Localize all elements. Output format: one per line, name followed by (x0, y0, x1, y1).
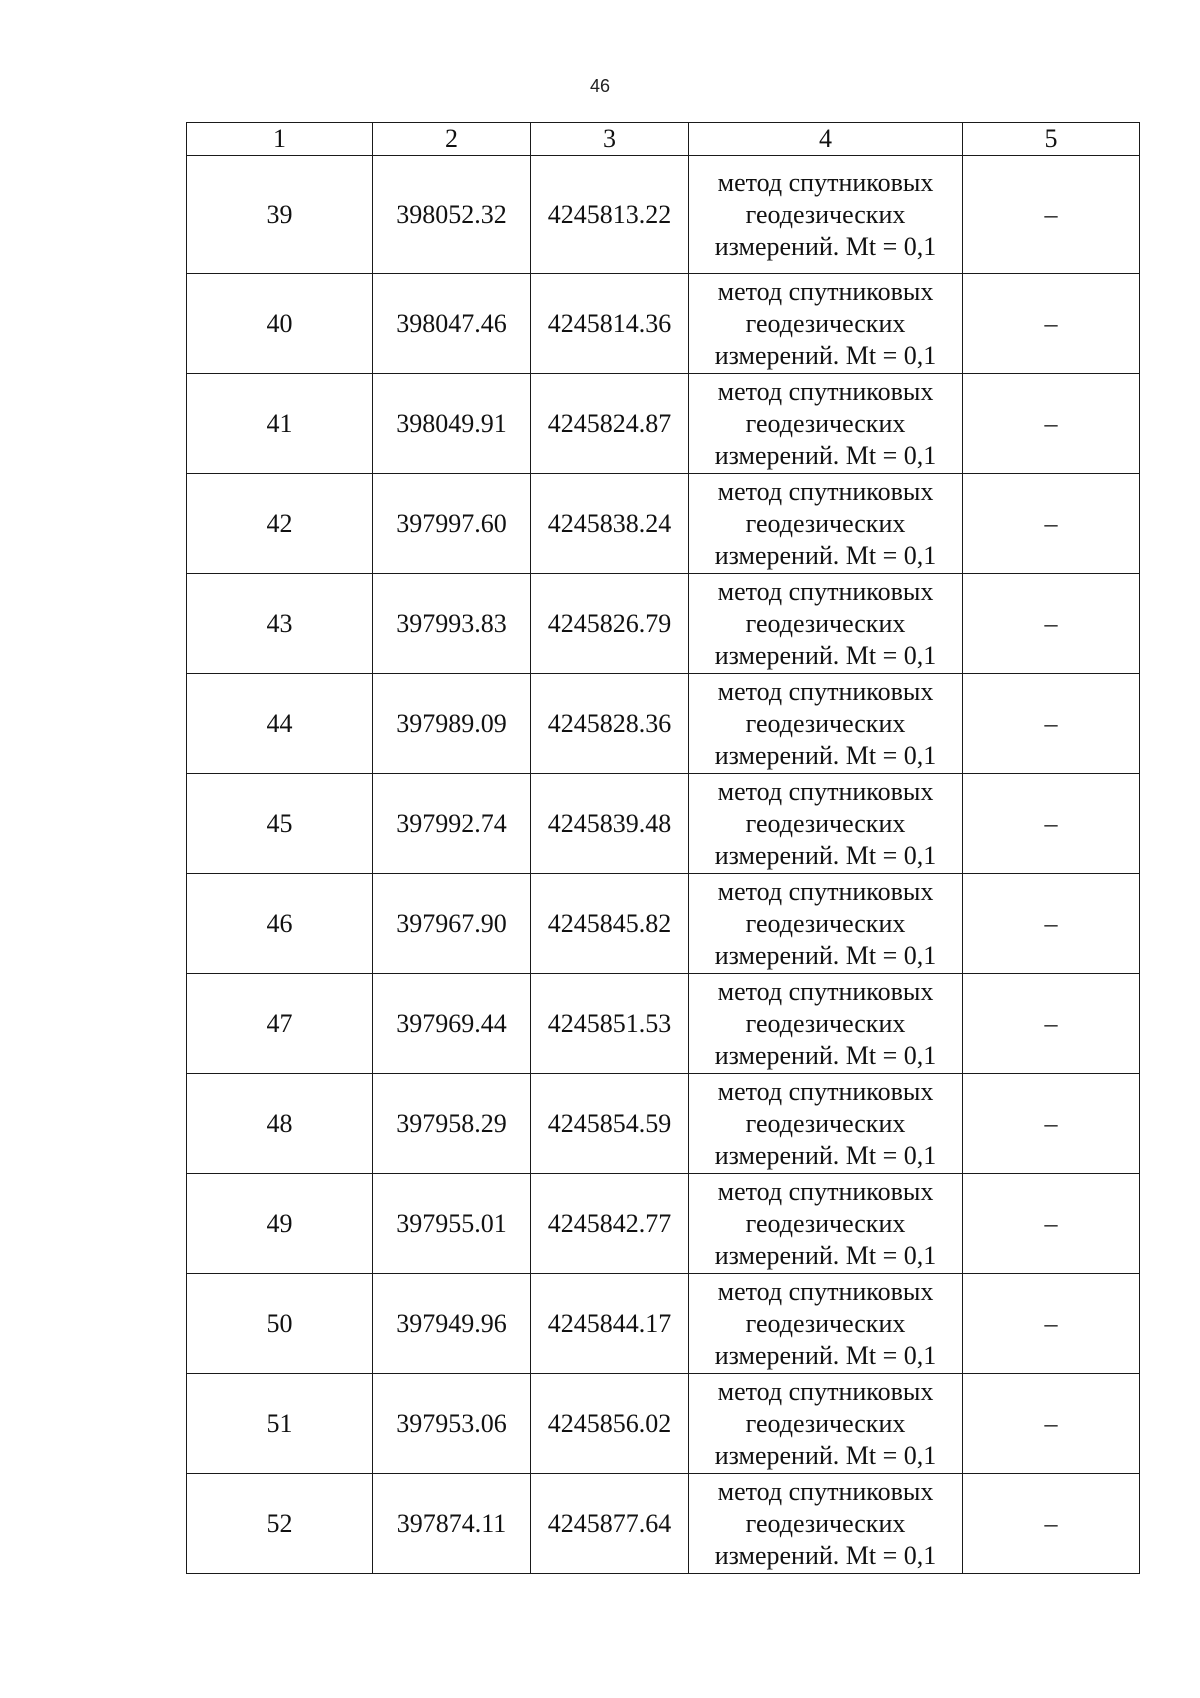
table-row (187, 874, 1140, 974)
table-row (187, 774, 1140, 874)
table-row (187, 574, 1140, 674)
method-cell: метод спутниковых геодезических измерений. Mt = 0,1 (689, 274, 963, 374)
y-coordinate-cell: 4245851.53 (531, 974, 689, 1074)
x-coordinate-cell: 397969.44 (373, 974, 531, 1074)
table-row (187, 1274, 1140, 1374)
y-coordinate-cell: 4245877.64 (531, 1474, 689, 1574)
method-cell: метод спутниковых геодезических измерений. Mt = 0,1 (689, 874, 963, 974)
x-coordinate-cell: 397967.90 (373, 874, 531, 974)
y-coordinate-cell: 4245814.36 (531, 274, 689, 374)
note-cell: – (963, 774, 1140, 874)
x-coordinate-cell: 397949.96 (373, 1274, 531, 1374)
point-number-cell: 44 (187, 674, 373, 774)
y-coordinate-cell: 4245844.17 (531, 1274, 689, 1374)
table-row (187, 274, 1140, 374)
method-cell: метод спутниковых геодезических измерений. Mt = 0,1 (689, 1374, 963, 1474)
point-number-cell: 48 (187, 1074, 373, 1174)
point-number-cell: 41 (187, 374, 373, 474)
y-coordinate-cell: 4245838.24 (531, 474, 689, 574)
column-header: 2 (373, 123, 531, 156)
point-number-cell: 43 (187, 574, 373, 674)
method-cell: метод спутниковых геодезических измерений. Mt = 0,1 (689, 1074, 963, 1174)
table-row (187, 1074, 1140, 1174)
note-cell: – (963, 974, 1140, 1074)
point-number-cell: 50 (187, 1274, 373, 1374)
method-cell: метод спутниковых геодезических измерений. Mt = 0,1 (689, 374, 963, 474)
x-coordinate-cell: 398052.32 (373, 156, 531, 274)
y-coordinate-cell: 4245839.48 (531, 774, 689, 874)
point-number-cell: 39 (187, 156, 373, 274)
method-cell: метод спутниковых геодезических измерений. Mt = 0,1 (689, 1474, 963, 1574)
column-header: 1 (187, 123, 373, 156)
note-cell: – (963, 156, 1140, 274)
point-number-cell: 51 (187, 1374, 373, 1474)
y-coordinate-cell: 4245845.82 (531, 874, 689, 974)
x-coordinate-cell: 397992.74 (373, 774, 531, 874)
point-number-cell: 47 (187, 974, 373, 1074)
y-coordinate-cell: 4245824.87 (531, 374, 689, 474)
y-coordinate-cell: 4245854.59 (531, 1074, 689, 1174)
column-header: 3 (531, 123, 689, 156)
table-row (187, 974, 1140, 1074)
note-cell: – (963, 1374, 1140, 1474)
point-number-cell: 45 (187, 774, 373, 874)
y-coordinate-cell: 4245826.79 (531, 574, 689, 674)
table-header-row (187, 123, 1140, 156)
x-coordinate-cell: 397953.06 (373, 1374, 531, 1474)
x-coordinate-cell: 397958.29 (373, 1074, 531, 1174)
table-row (187, 1374, 1140, 1474)
x-coordinate-cell: 398049.91 (373, 374, 531, 474)
method-cell: метод спутниковых геодезических измерений. Mt = 0,1 (689, 574, 963, 674)
y-coordinate-cell: 4245856.02 (531, 1374, 689, 1474)
note-cell: – (963, 1174, 1140, 1274)
point-number-cell: 42 (187, 474, 373, 574)
note-cell: – (963, 874, 1140, 974)
point-number-cell: 40 (187, 274, 373, 374)
method-cell: метод спутниковых геодезических измерений. Mt = 0,1 (689, 1174, 963, 1274)
x-coordinate-cell: 398047.46 (373, 274, 531, 374)
table-row (187, 474, 1140, 574)
point-number-cell: 49 (187, 1174, 373, 1274)
column-header: 4 (689, 123, 963, 156)
y-coordinate-cell: 4245842.77 (531, 1174, 689, 1274)
note-cell: – (963, 1274, 1140, 1374)
x-coordinate-cell: 397993.83 (373, 574, 531, 674)
point-number-cell: 52 (187, 1474, 373, 1574)
note-cell: – (963, 474, 1140, 574)
table-row (187, 1474, 1140, 1574)
note-cell: – (963, 674, 1140, 774)
method-cell: метод спутниковых геодезических измерений. Mt = 0,1 (689, 474, 963, 574)
method-cell: метод спутниковых геодезических измерений. Mt = 0,1 (689, 774, 963, 874)
method-cell: метод спутниковых геодезических измерений. Mt = 0,1 (689, 674, 963, 774)
x-coordinate-cell: 397955.01 (373, 1174, 531, 1274)
table-row (187, 374, 1140, 474)
note-cell: – (963, 574, 1140, 674)
x-coordinate-cell: 397874.11 (373, 1474, 531, 1574)
point-number-cell: 46 (187, 874, 373, 974)
x-coordinate-cell: 397989.09 (373, 674, 531, 774)
note-cell: – (963, 374, 1140, 474)
coordinates-table (186, 122, 1140, 1574)
method-cell: метод спутниковых геодезических измерений. Mt = 0,1 (689, 1274, 963, 1374)
y-coordinate-cell: 4245828.36 (531, 674, 689, 774)
note-cell: – (963, 274, 1140, 374)
note-cell: – (963, 1474, 1140, 1574)
note-cell: – (963, 1074, 1140, 1174)
table-row (187, 674, 1140, 774)
method-cell: метод спутниковых геодезических измерений. Mt = 0,1 (689, 974, 963, 1074)
table-row (187, 1174, 1140, 1274)
y-coordinate-cell: 4245813.22 (531, 156, 689, 274)
x-coordinate-cell: 397997.60 (373, 474, 531, 574)
method-cell: метод спутниковых геодезических измерений. Mt = 0,1 (689, 156, 963, 274)
column-header: 5 (963, 123, 1140, 156)
table-body (187, 156, 1140, 1574)
table-row (187, 156, 1140, 274)
page-number: 46 (589, 76, 611, 96)
